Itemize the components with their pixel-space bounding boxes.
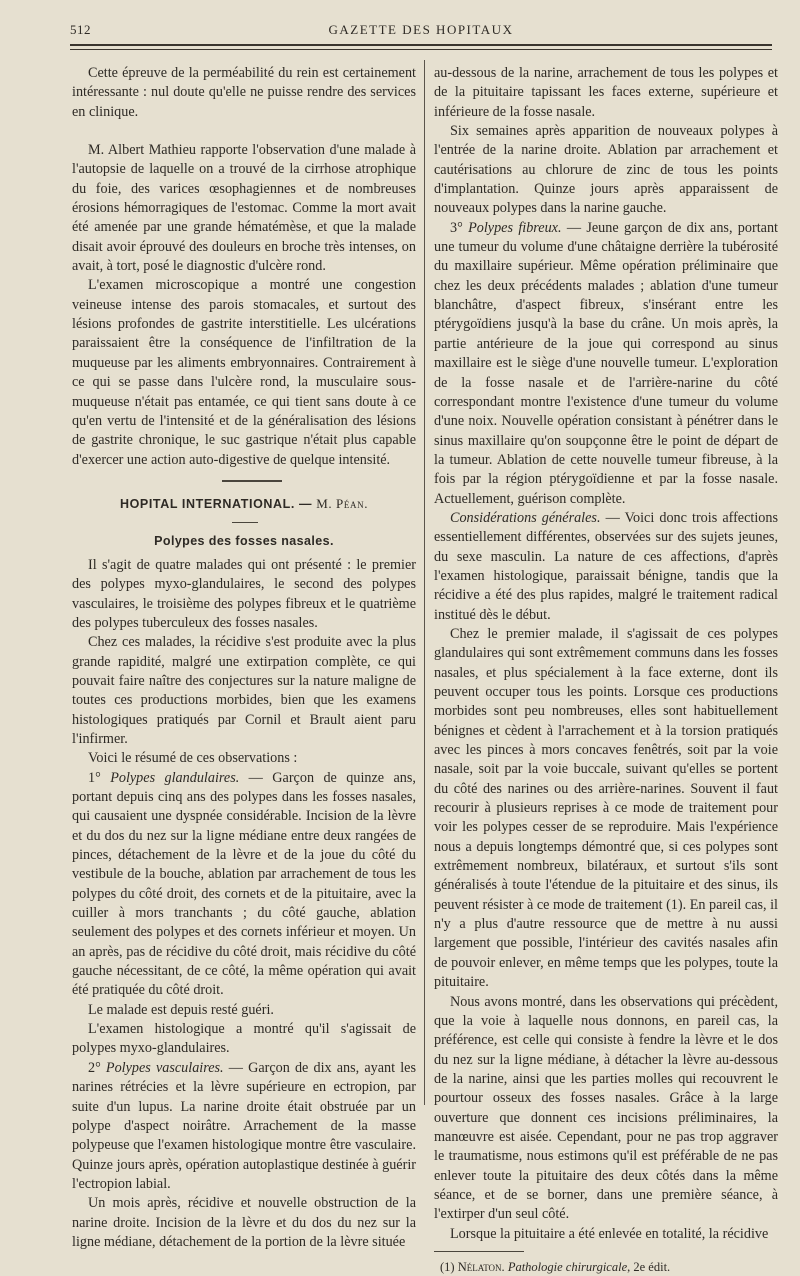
case-number: 1°: [88, 769, 111, 786]
footnote: [434, 1258, 778, 1276]
paragraph: Six semaines après apparition de nouveaux polypes à l'entrée de la narine droite. Ablation par arrachement et cautérisations au chlorure de zinc de tous les points d'implantation. Quinze jours après apparaissent de nouveaux polypes dans la narine gauche.: [434, 123, 778, 217]
paragraph: [72, 769, 416, 1001]
footnote-work: Pathologie chirurgicale: [507, 1259, 628, 1274]
running-header: [70, 22, 772, 40]
journal-title: GAZETTE DES HOPITAUX: [328, 22, 514, 37]
right-column: [434, 64, 778, 1276]
section-heading-author: M. Péan.: [316, 495, 369, 511]
section-subheading: Polypes des fosses nasales.: [154, 533, 334, 548]
paragraph: Lorsque la pituitaire a été enlevée en totalité, la récidive: [450, 1225, 769, 1242]
case-title: Polypes glandulaires.: [110, 769, 240, 786]
case-text: — Garçon de quinze ans, portant depuis cinq ans des polypes dans les fosses nasales, qui causaient une dyspnée considérable. Incision de la lèvre et du dos du nez sur la ligne médiane entre deux rangées de pinces, détachement de la lèvre et de la joue du côté du vestibule de la bouche, ablation par arrachement de tous les polypes du côté droit, des cornets et de la pituitaire, avec la cuiller à mors tranchants ; du côté gauche, ablation seulement des polypes et des cornets inférieur et moyen. Un an après, pas de récidive du côté droit, mais récidive du côté gauche nécessitant, de ce côté, la même opération qui avait été pratiquée du côté droit.: [72, 769, 416, 999]
section-heading: [72, 492, 416, 518]
left-column: [72, 64, 416, 1252]
case-title: Polypes fibreux.: [468, 219, 562, 236]
section-heading-title: HOPITAL INTERNATIONAL. —: [119, 496, 317, 511]
paragraph: M. Albert Mathieu rapporte l'observation d'une malade à l'autopsie de laquelle on a trouvé de la cirrhose atrophique du foie, des varices œsophagiennes et de nombreuses érosions hémorragiques de l'estomac. Comme la mort avait été amenée par une grande hématémèse, et que la malade disait avoir éprouvé des douleurs en broche très intenses, on avait, à tort, posé le diagnostic d'ulcère rond.: [72, 142, 416, 275]
footnote-number: (1): [440, 1259, 458, 1274]
paragraph: [434, 509, 778, 625]
header-rule: [70, 44, 772, 46]
paragraph: Il s'agit de quatre malades qui ont présenté : le premier des polypes myxo-glandulaires, le second des polypes vasculaires, le troisième des polypes fibreux et le quatrième des polypes tuberculeux des fosses nasales.: [72, 556, 416, 631]
paragraph: Voici le résumé de ces observations :: [88, 750, 298, 767]
case-number: 2°: [88, 1059, 106, 1076]
footnote-edition: , 2e édit.: [627, 1259, 671, 1274]
case-number: 3°: [450, 219, 469, 236]
paragraph: Le malade est depuis resté guéri.: [88, 1001, 274, 1018]
paragraph: Chez le premier malade, il s'agissait de ces polypes glandulaires qui sont extrêmement communs dans les fosses nasales, et plus spécialement à la face externe, dont ils peuvent occuper tous les points. Lorsque ces productions morbides sont peu nombreuses, elles sont habituellement bénignes et cèdent à l'arrachement et à la torsion pratiqués avec les pinces à mors concaves fenêtrés, soit par la voie nasale, soit par la voie buccale, suivant qu'elles se portent du côté des narines ou des arrière-narines. Souvent il faut recourir à plusieurs reprises à ce mode de traitement pour voir les polypes cesser de se reproduire. Mais l'expérience nous a depuis longtemps démontré que, si ces polypes sont extrêmement nombreux, bilatéraux, et surtout s'ils sont généralisés à toute l'étendue de la pituitaire et des sinus, ils peuvent résister à ce mode de traitement (1). En pareil cas, il n'y a plus d'autre ressource que de mettre à nu aussi largement que possible, l'intérieur des cavités nasales afin de pouvoir enlever, en même temps que les polypes, toute la pituitaire.: [434, 625, 778, 991]
case-title: Polypes vasculaires.: [105, 1059, 224, 1076]
paragraph: Cette épreuve de la perméabilité du rein est certainement intéressante : nul doute qu'elle ne puisse rendre des services en clinique.: [72, 65, 416, 120]
case-text: — Jeune garçon de dix ans, portant une tumeur du volume d'une châtaigne derrière la tubérosité du maxillaire supérieur. Même opération préliminaire que chez les deux précédents malades ; ablation d'une tumeur blanchâtre, d'aspect fibreux, s'insérant entre les ptérygoïdiens jusqu'à la base du crâne. Un mois après, la partie antérieure de la joue qui correspond au sinus maxillaire est le siège d'une nouvelle tumeur. L'exploration de la fosse nasale et de l'arrière-narine du côté correspondant montre l'existence d'une tumeur du volume d'une noix. Nouvelle opération consistant à pénétrer dans le sinus maxillaire qu'on soupçonne être le point de départ de la tumeur. Ablation de cette nouvelle tumeur fibreuse, à la fois par la région ptérygoïdienne et par la fosse nasale. Actuellement, guérison complète.: [434, 219, 778, 507]
paragraph: [72, 1059, 416, 1194]
heading-rule: [72, 518, 416, 530]
paragraph: Chez ces malades, la récidive s'est produite avec la plus grande rapidité, malgré une extirpation complète, ce qui pouvait faire naître des conjectures sur la nature maligne de toutes ces productions morbides, bien que les examens histologiques pratiqués par Cornil et Brault aient paru l'infirmer.: [72, 634, 416, 747]
paragraph: L'examen histologique a montré qu'il s'agissait de polypes myxo-glandulaires.: [72, 1021, 416, 1057]
section-separator: [72, 470, 416, 492]
paragraph: Un mois après, récidive et nouvelle obstruction de la narine droite. Incision de la lèvre et du dos du nez sur la ligne médiane, détachement de la portion de la lèvre située: [72, 1195, 416, 1250]
footnote-rule: [434, 1244, 778, 1258]
page-number: 512: [70, 22, 91, 37]
paragraph: [434, 219, 778, 509]
footnote-author: Nélaton.: [457, 1259, 505, 1274]
paragraph: au-dessous de la narine, arrachement de tous les polypes et de la pituitaire tapissant les faces externe, supérieure et inférieure de la fosse nasale.: [434, 65, 778, 120]
paragraph: L'examen microscopique a montré une congestion veineuse intense des parois stomacales, et surtout des lésions profondes de gastrite interstitielle. Les ulcérations paraissaient être la conséquence de l'infiltration de la muqueuse par les aliments embryonnaires. Contrairement à ce qui se passe dans l'ulcère rond, la musculaire sous-muqueuse n'était pas entamée, ce qui tient sans doute à ce qu'en vertu de l'intensité et de la généralisation des lésions de gastrite chronique, le suc gastrique n'était plus capable d'exercer une action auto-digestive de quelque intensité.: [72, 277, 416, 468]
subsection-title: Considérations générales.: [450, 509, 601, 526]
paragraph: Nous avons montré, dans les observations qui précèdent, que la voie à laquelle nous donnons, en pareil cas, la préférence, est celle qui consiste à fendre la lèvre et le dos du nez sur la ligne médiane, à détacher la lèvre au-dessous de la narine, ainsi que les parties molles qui recouvrent le pourtour osseux des fosses nasales. Grâce à la large ouverture que donnent ces incisions préliminaires, la manœuvre est aisée. Cependant, pour ne pas trop aggraver le traumatisme, nous estimons qu'il est préférable de ne pas enlever toute la pituitaire des deux côtés dans la même séance, et de se borner, dans une première séance, à l'extirper d'un seul côté.: [434, 993, 778, 1223]
header-rule-thin: [70, 49, 772, 50]
subsection-text: — Voici donc trois affections essentiellement différentes, observées sur des sujets jeunes, du sexe masculin. La nature de ces affections, d'après l'examen histologique, paraissait bénigne, tandis que la récidive a été des plus rapides, malgré le traitement radical institué dès le début.: [434, 509, 778, 623]
case-text: — Garçon de dix ans, ayant les narines rétrécies et la lèvre supérieure en ectropion, par suite d'un lupus. La narine droite était obstruée par un polype d'aspect noirâtre. Arrachement de la masse polypeuse que l'examen histologique montre être vasculaire. Quinze jours après, opération autoplastique destinée à guérir l'ectropion labial.: [72, 1059, 416, 1192]
column-divider: [424, 60, 425, 1105]
